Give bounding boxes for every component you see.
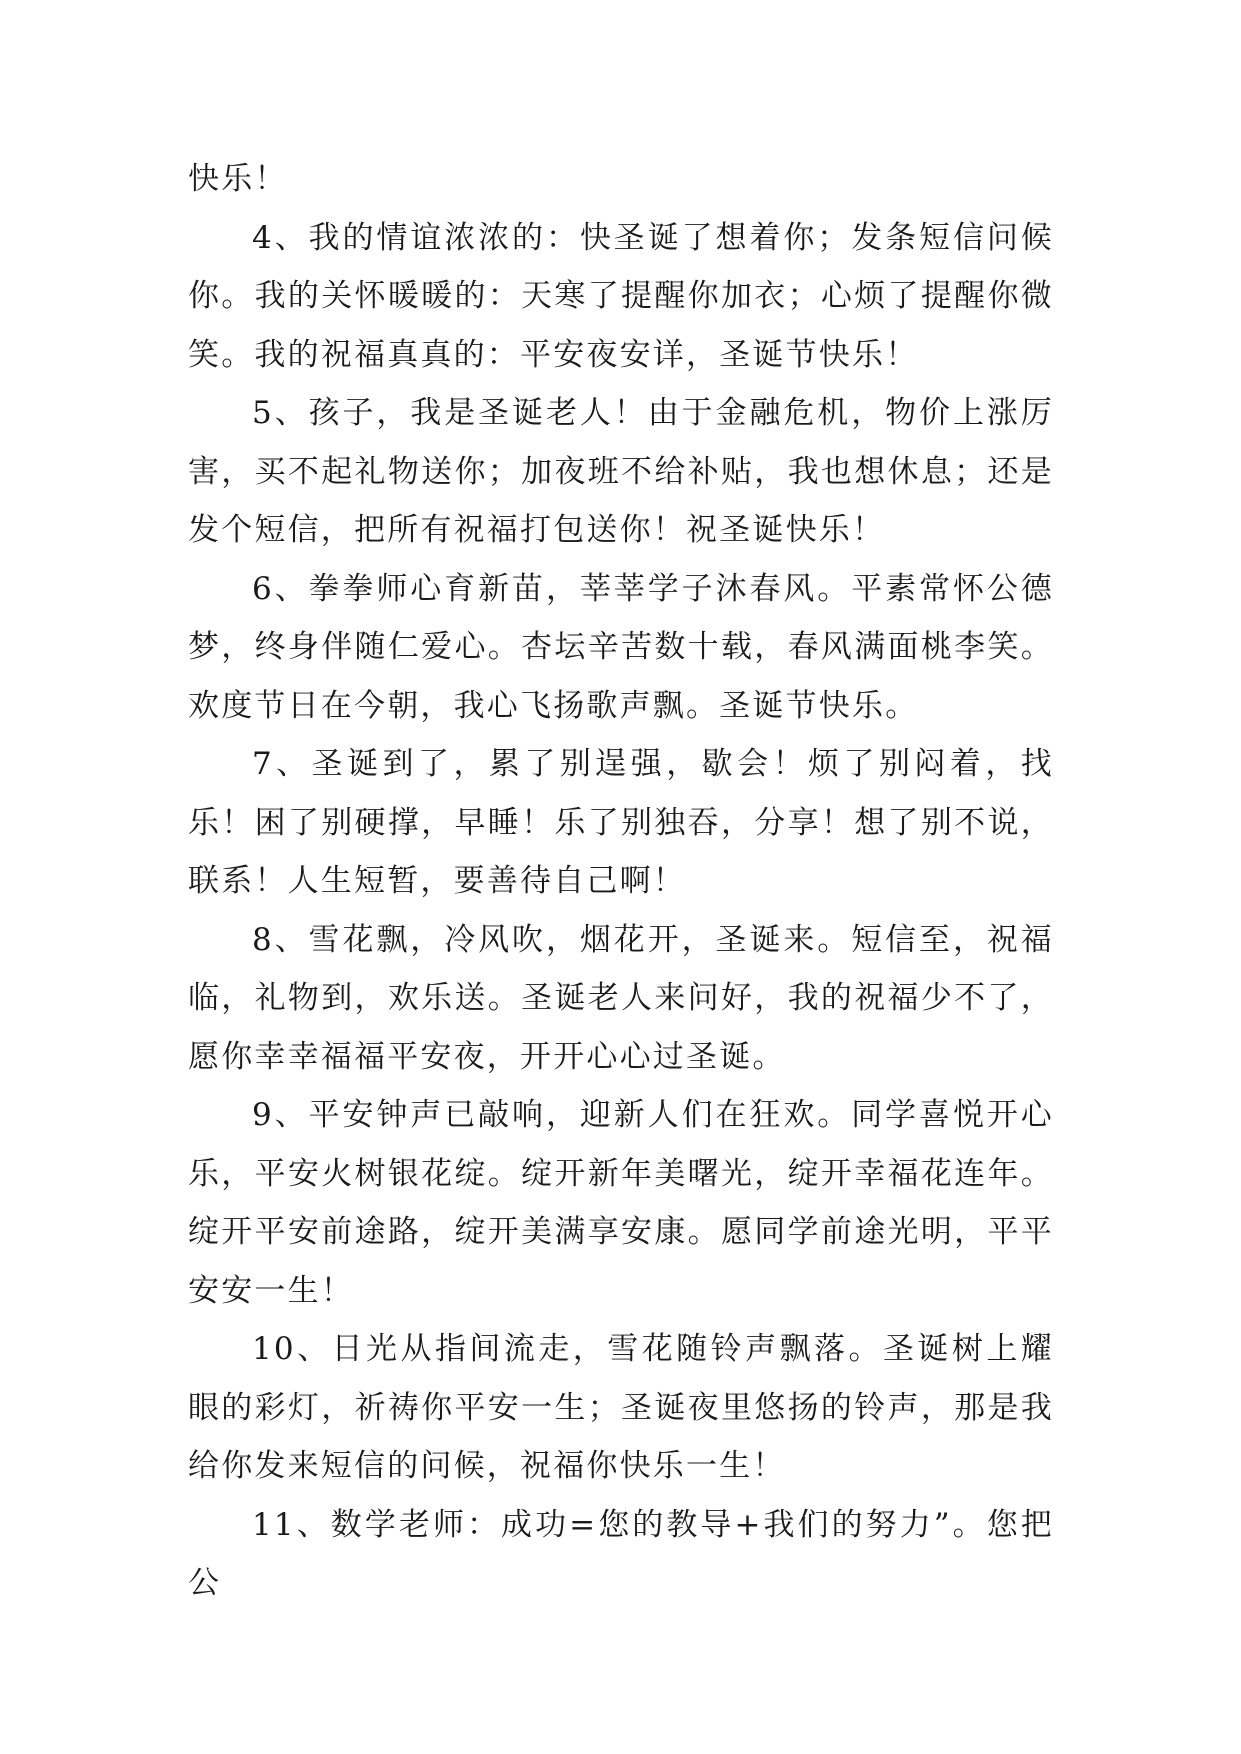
paragraph-item-8: 8、雪花飘，冷风吹，烟花开，圣诞来。短信至，祝福临，礼物到，欢乐送。圣诞老人来问好，我的祝福少不了，愿你幸幸福福平安夜，开开心心过圣诞。 (188, 921, 1054, 1075)
paragraph-item-6: 6、拳拳师心育新苗，莘莘学子沐春风。平素常怀公德梦，终身伴随仁爱心。杏坛辛苦数十载，春风满面桃李笑。欢度节日在今朝，我心飞扬歌声飘。圣诞节快乐。 (188, 570, 1054, 724)
paragraph-item-7: 7、圣诞到了，累了别逞强，歇会！烦了别闷着，找乐！困了别硬撑，早睡！乐了别独吞，分享！想了别不说，联系！人生短暂，要善待自己啊！ (188, 746, 1054, 899)
paragraph-item-11: 11、数学老师：成功=您的教导+我们的努力”。您把公 (188, 1506, 1054, 1601)
document-body (188, 150, 1054, 1613)
paragraph-continuation: 快乐！ (188, 161, 288, 197)
paragraph-item-4: 4、我的情谊浓浓的：快圣诞了想着你；发条短信问候你。我的关怀暖暖的：天寒了提醒你加衣；心烦了提醒你微笑。我的祝福真真的：平安夜安详，圣诞节快乐！ (188, 219, 1054, 373)
paragraph-item-10: 10、日光从指间流走，雪花随铃声飘落。圣诞树上耀眼的彩灯，祈祷你平安一生；圣诞夜里悠扬的铃声，那是我给你发来短信的问候，祝福你快乐一生！ (188, 1331, 1054, 1484)
paragraph-item-5: 5、孩子，我是圣诞老人！由于金融危机，物价上涨厉害，买不起礼物送你；加夜班不给补贴，我也想休息；还是发个短信，把所有祝福打包送你！祝圣诞快乐！ (188, 395, 1054, 548)
paragraph-item-9: 9、平安钟声已敲响，迎新人们在狂欢。同学喜悦开心乐，平安火树银花绽。绽开新年美曙光，绽开幸福花连年。绽开平安前途路，绽开美满享安康。愿同学前途光明，平平安安一生！ (188, 1097, 1054, 1309)
